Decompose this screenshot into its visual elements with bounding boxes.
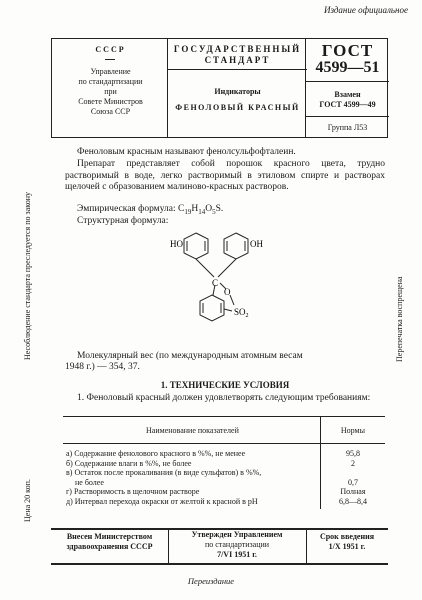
so2-label: $SO_2$ bbox=[234, 307, 249, 319]
group-label: Группа Л53 bbox=[327, 123, 368, 132]
description-paragraph: Препарат представляет собой порошок красного цвета, трудно растворимый в воде, легко растворимый в этиловом спирте и растворах щелочей с образованием малиново-красных растворов. bbox=[65, 159, 385, 192]
bridge-o-label: O bbox=[224, 287, 231, 297]
left-benzene-ring bbox=[184, 233, 208, 259]
row-name: а) Содержание фенолового красного в %%, не менее bbox=[66, 449, 246, 458]
org-line: Совете Министров bbox=[78, 97, 143, 106]
side-note-law: Несоблюдение стандарта преследуется по закону bbox=[23, 192, 32, 360]
oh-label: OH bbox=[250, 239, 263, 249]
official-edition-note: Издание официальное bbox=[323, 5, 408, 15]
table-row bbox=[63, 497, 385, 510]
org-line: Союза ССР bbox=[90, 107, 131, 116]
footer-right-line: 1/X 1951 г. bbox=[328, 542, 366, 551]
structural-label: Структурная формула: bbox=[77, 216, 169, 226]
empirical-sub: 5 bbox=[212, 207, 216, 216]
header-left-dash bbox=[105, 59, 115, 60]
footer-introduced bbox=[51, 532, 168, 552]
empirical-sub: 19 bbox=[184, 207, 192, 216]
reprint-note: Переиздание bbox=[187, 576, 235, 586]
empirical-h: H bbox=[191, 204, 199, 214]
country-label: СССР bbox=[95, 45, 126, 54]
row-name: не более bbox=[75, 477, 104, 487]
table-row bbox=[63, 487, 385, 497]
gost-number: 4599—51 bbox=[315, 59, 380, 76]
side-note-price: Цена 20 коп. bbox=[23, 479, 32, 522]
row-norm: 0,7 bbox=[320, 478, 385, 488]
mol-weight-line2: 1948 г.) — 354, 37. bbox=[65, 362, 140, 372]
footer-right-line: Срок введения bbox=[319, 532, 375, 541]
row-name: в) Остаток после прокаливания (в виде сульфатов) в %%, bbox=[66, 468, 262, 477]
table-row bbox=[63, 468, 385, 478]
row-norm: 2 bbox=[320, 459, 385, 469]
row-norm bbox=[320, 468, 385, 478]
org-line: по стандартизации bbox=[78, 77, 143, 86]
header-middle-box bbox=[167, 38, 306, 138]
ho-label: HO bbox=[170, 239, 183, 249]
product-name: ФЕНОЛОВЫЙ КРАСНЫЙ bbox=[175, 103, 300, 112]
row-name: г) Растворимость в щелочном растворе bbox=[66, 487, 200, 496]
org-line: при bbox=[104, 87, 117, 96]
footer-middle-line: 7/VI 1951 г. bbox=[217, 550, 257, 559]
row-norm: 6,8—8,4 bbox=[320, 497, 385, 510]
indicators-label: Индикаторы bbox=[214, 87, 261, 96]
standard-title-line2: СТАНДАРТ bbox=[204, 55, 271, 65]
org-line: Управление bbox=[90, 67, 131, 76]
footer-effective bbox=[306, 532, 388, 552]
footer-left-line: здравоохранения СССР bbox=[66, 542, 153, 551]
row-norm: Полная bbox=[320, 487, 385, 497]
header-middle-rule bbox=[168, 69, 307, 70]
gost-label: ГОСТ bbox=[321, 41, 374, 60]
mol-weight-line1: Молекулярный вес (по международным атомным весам bbox=[77, 351, 303, 361]
empirical-tail: S. bbox=[215, 204, 224, 214]
header-right-rule bbox=[306, 81, 389, 82]
header-left-box bbox=[51, 38, 168, 138]
structural-formula-diagram bbox=[160, 225, 290, 345]
empirical-label: Эмпирическая формула: C bbox=[77, 204, 185, 214]
header-norm-col: Нормы bbox=[320, 417, 385, 444]
center-c-label: C bbox=[212, 278, 219, 288]
section-title: 1. ТЕХНИЧЕСКИЕ УСЛОВИЯ bbox=[160, 380, 290, 390]
right-benzene-ring bbox=[224, 233, 248, 259]
requirements-table bbox=[63, 417, 385, 509]
footer-approved bbox=[168, 530, 306, 560]
intro-line: Феноловым красным называют фенолсульфофталеин. bbox=[77, 147, 296, 157]
so2-sub: 2 bbox=[245, 313, 249, 319]
table-row bbox=[63, 444, 385, 459]
replaces-value: ГОСТ 4599—49 bbox=[319, 100, 376, 109]
standard-title-line1: ГОСУДАРСТВЕННЫЙ bbox=[173, 44, 302, 54]
footer-middle-line: Утвержден Управлением bbox=[191, 530, 283, 539]
requirement-text: 1. Феноловый красный должен удовлетворять следующим требованиям: bbox=[77, 393, 371, 403]
empirical-sub: 14 bbox=[198, 207, 206, 216]
org-block bbox=[52, 67, 169, 117]
footer-middle-line: по стандартизации bbox=[204, 540, 270, 549]
bottom-benzene-ring bbox=[200, 295, 224, 321]
table-row bbox=[63, 478, 385, 488]
footer-left-line: Внесен Министерством bbox=[66, 532, 153, 541]
replaces-label: Взамен bbox=[334, 90, 361, 99]
side-note-reprint: Перепечатка воспрещена bbox=[395, 276, 404, 362]
row-name: д) Интервал перехода окраски от желтой к красной в pH bbox=[66, 496, 258, 506]
header-right-rule-2 bbox=[306, 116, 389, 117]
footer-bottom-rule bbox=[51, 563, 388, 565]
header-name-col: Наименование показателей bbox=[63, 417, 320, 444]
empirical-o: O bbox=[205, 204, 213, 214]
row-norm: 95,8 bbox=[320, 444, 385, 459]
table-row bbox=[63, 459, 385, 469]
table-header-row bbox=[63, 417, 385, 444]
row-name: б) Содержание влаги в %%, не более bbox=[66, 458, 192, 468]
header-right-box bbox=[305, 38, 388, 138]
